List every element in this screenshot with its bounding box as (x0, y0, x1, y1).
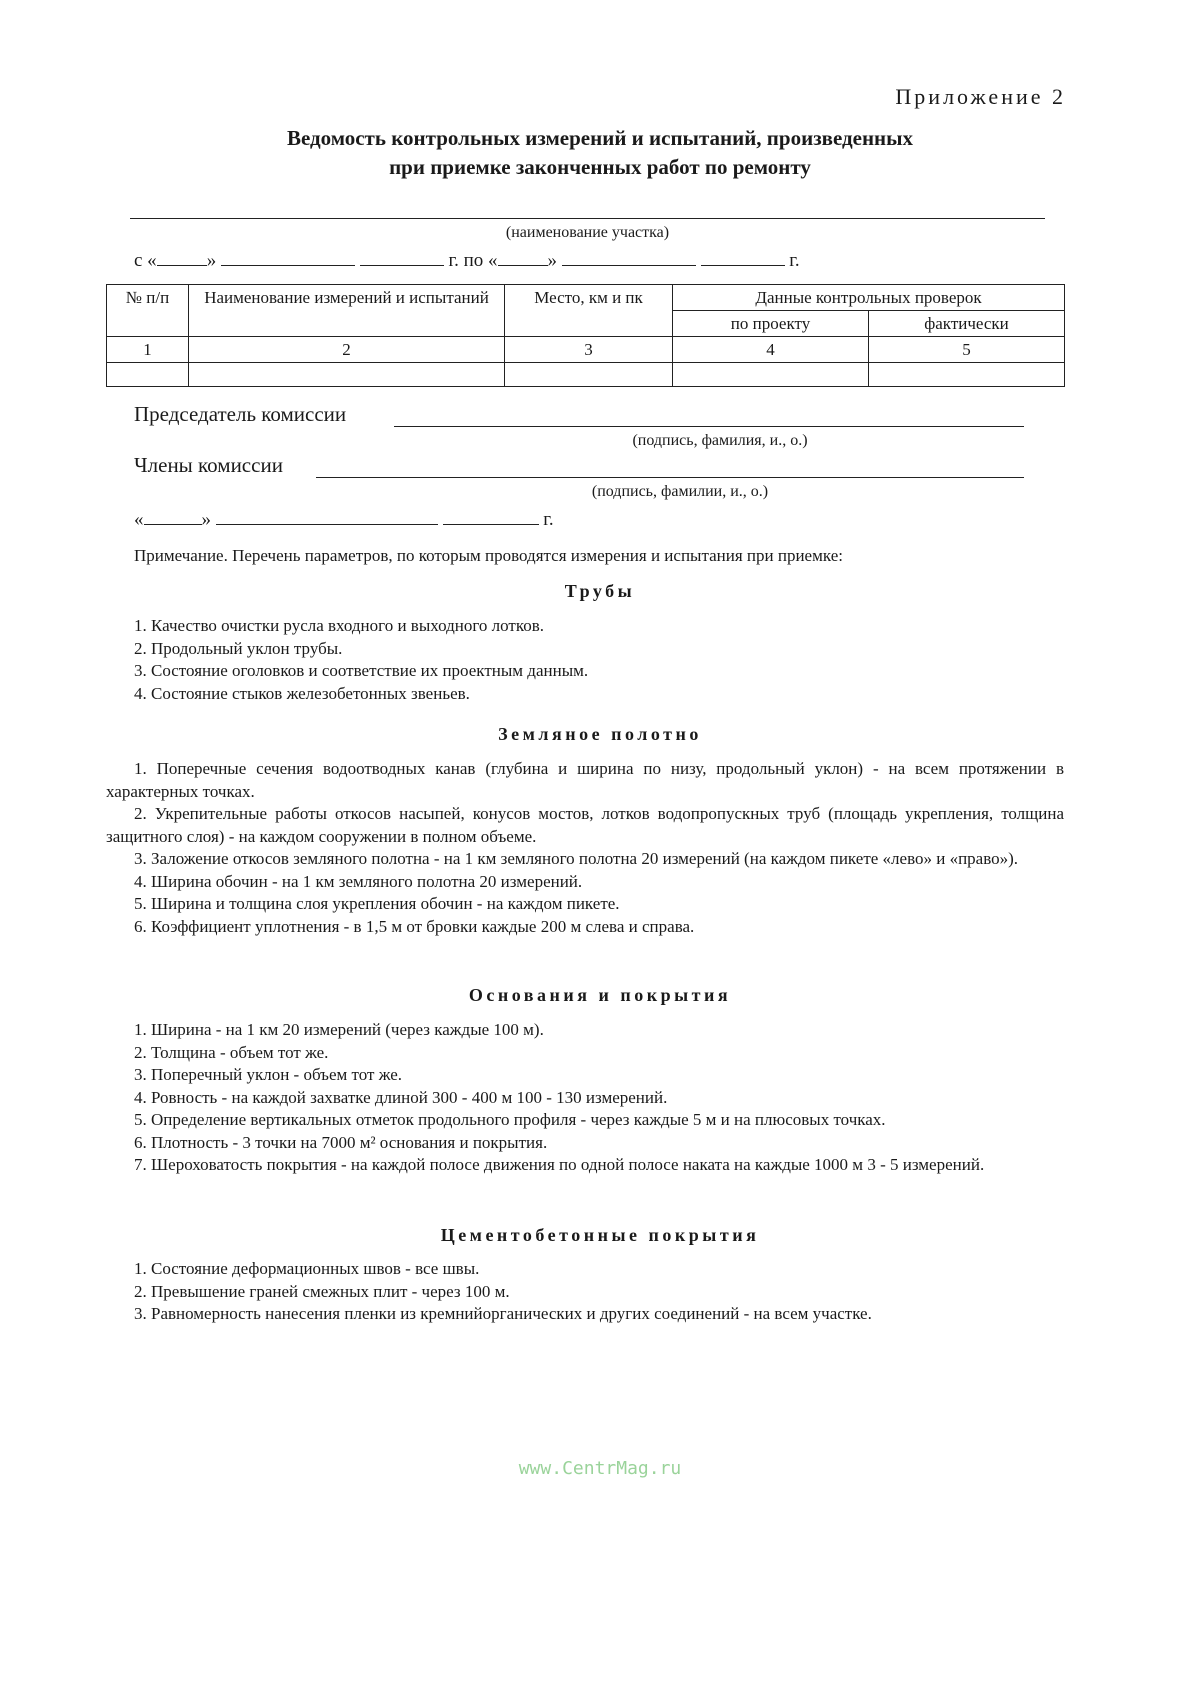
members-signature-line (316, 477, 1024, 478)
list-item: 1. Качество очистки русла входного и выходного лотков. (134, 616, 545, 635)
list-item: 3. Поперечный уклон - объем тот же. (134, 1065, 403, 1084)
table-cell (505, 363, 673, 387)
chairman-signature-line (394, 426, 1024, 427)
column-number: 1 (107, 337, 189, 363)
date-from-year-blank (360, 249, 444, 266)
earthwork-list (106, 758, 1064, 938)
header-control-data: Данные контрольных проверок (673, 285, 1065, 311)
site-name-line (130, 218, 1045, 219)
header-measurement-name: Наименование измерений и испытаний (189, 285, 505, 337)
column-number: 4 (673, 337, 869, 363)
note-text: Примечание. Перечень параметров, по которым проводятся измерения и испытания при приемке: (134, 546, 843, 565)
list-item: 1. Ширина - на 1 км 20 измерений (через каждые 100 м). (134, 1020, 544, 1039)
section-title-concrete: Цементобетонные покрытия (440, 1225, 760, 1245)
members-caption: (подпись, фамилии, и., о.) (591, 483, 769, 500)
date-from-prefix: с « (134, 250, 157, 271)
signature-date-open: « (134, 509, 144, 530)
document-title (120, 124, 1080, 182)
bases-list (106, 1019, 1064, 1177)
table-number-row (107, 337, 1065, 363)
date-from-month-blank (221, 249, 355, 266)
list-item: 5. Определение вертикальных отметок продольного профиля - через каждые 5 м и на плюсовых точках. (134, 1110, 886, 1129)
date-from-quote-close: » (206, 250, 217, 271)
list-item: 7. Шероховатость покрытия - на каждой полосе движения по одной полосе наката на каждые 1000 м 3 - 5 измерений. (134, 1155, 985, 1174)
signature-year-blank (443, 508, 539, 525)
date-to-year-mark: г. (789, 250, 800, 271)
list-item: 4. Ширина обочин - на 1 км земляного полотна 20 измерений. (134, 871, 583, 891)
list-item: 2. Превышение граней смежных плит - через 100 м. (134, 1281, 510, 1301)
title-line-1: Ведомость контрольных измерений и испытаний, произведенных (286, 126, 914, 150)
date-to-quote-close: » (547, 250, 558, 271)
date-from-year-mark: г. (448, 250, 459, 271)
column-number: 3 (505, 337, 673, 363)
list-item: 1. Состояние деформационных швов - все швы. (134, 1259, 480, 1278)
title-line-2: при приемке законченных работ по ремонту (389, 155, 811, 179)
section-title-bases: Основания и покрытия (468, 985, 732, 1005)
section-title-earthwork: Земляное полотно (498, 724, 702, 744)
list-item: 5. Ширина и толщина слоя укрепления обочин - на каждом пикете. (134, 894, 620, 913)
pipes-list (106, 615, 1064, 705)
table-empty-row (107, 363, 1065, 387)
list-item: 4. Состояние стыков железобетонных звеньев. (134, 683, 470, 703)
table-cell (189, 363, 505, 387)
header-by-project: по проекту (673, 311, 869, 337)
signature-date-row (134, 508, 554, 531)
date-to-month-blank (562, 249, 696, 266)
list-item: 1. Поперечные сечения водоотводных канав (глубина и ширина по низу, продольный уклон) - на всем протяжении в характерных точках. (106, 759, 1064, 801)
chairman-caption: (подпись, фамилия, и., о.) (632, 432, 808, 449)
list-item: 2. Продольный уклон трубы. (134, 638, 343, 658)
list-item: 3. Заложение откосов земляного полотна - на 1 км земляного полотна 20 измерений (на каждом пикете «лево» и «право»). (134, 849, 1019, 868)
list-item: 2. Укрепительные работы откосов насыпей, конусов мостов, лотков водопропускных труб (площадь укрепления, толщина защитного слоя) - на каждом сооружении в полном объеме. (106, 804, 1064, 846)
members-label: Члены комиссии (134, 453, 283, 477)
signature-date-close: » (201, 509, 211, 530)
header-number: № п/п (107, 285, 189, 337)
signature-month-blank (216, 508, 438, 525)
concrete-list (106, 1258, 1064, 1326)
date-to-year-blank (701, 249, 785, 266)
column-number: 2 (189, 337, 505, 363)
measurements-table (106, 284, 1065, 387)
table-cell (673, 363, 869, 387)
list-item: 4. Ровность - на каждой захватке длиной 300 - 400 м 100 - 130 измерений. (134, 1087, 668, 1107)
header-actual: фактически (869, 311, 1065, 337)
chairman-label: Председатель комиссии (134, 402, 347, 426)
site-caption: (наименование участка) (505, 224, 670, 241)
list-item: 6. Плотность - 3 точки на 7000 м² основания и покрытия. (134, 1132, 548, 1152)
list-item: 3. Равномерность нанесения пленки из кремнийорганических и других соединений - на всем участке. (134, 1304, 872, 1323)
signature-day-blank (144, 508, 202, 525)
header-location: Место, км и пк (505, 285, 673, 337)
section-title-pipes: Трубы (564, 581, 636, 601)
column-number: 5 (869, 337, 1065, 363)
table-header-row (107, 285, 1065, 311)
watermark: www.CentrMag.ru (518, 1458, 682, 1479)
table-cell (869, 363, 1065, 387)
list-item: 3. Состояние оголовков и соответствие их проектным данным. (134, 661, 589, 680)
appendix-label: Приложение 2 (895, 84, 1066, 109)
list-item: 6. Коэффициент уплотнения - в 1,5 м от бровки каждые 200 м слева и справа. (134, 916, 695, 936)
signature-year-mark: г. (543, 509, 554, 530)
date-from-day-blank (157, 249, 207, 266)
date-to-day-blank (498, 249, 548, 266)
list-item: 2. Толщина - объем тот же. (134, 1042, 329, 1062)
date-range-row (134, 249, 800, 272)
table-cell (107, 363, 189, 387)
date-to-prefix: по « (463, 250, 498, 271)
